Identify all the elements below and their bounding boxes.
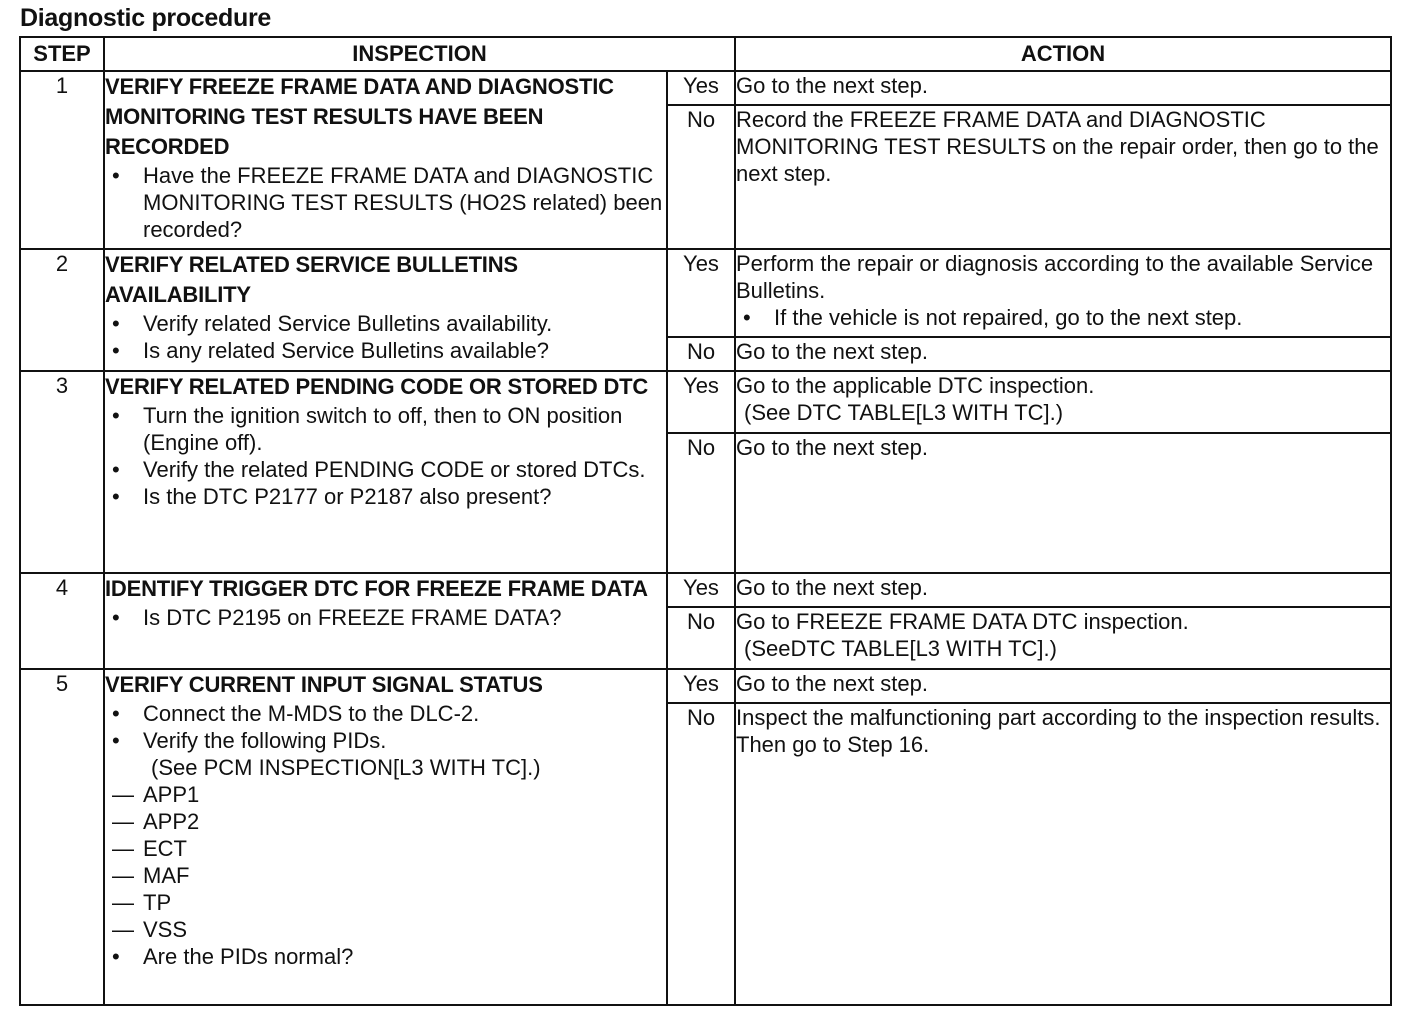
- pid-list: [143, 781, 666, 943]
- yes-label: Yes: [667, 573, 735, 607]
- no-label: No: [667, 105, 735, 249]
- header-action: ACTION: [735, 37, 1391, 71]
- step-heading: VERIFY CURRENT INPUT SIGNAL STATUS: [105, 672, 543, 697]
- yes-label: Yes: [667, 669, 735, 703]
- yes-action: Go to the applicable DTC inspection.: [736, 373, 1095, 398]
- header-step: STEP: [20, 37, 104, 71]
- inspection-bullet: • Is DTC P2195 on FREEZE FRAME DATA?: [143, 604, 666, 631]
- step-2-yes-row: [20, 249, 1391, 337]
- no-action: Go to the next step.: [735, 337, 1391, 371]
- yes-label: Yes: [667, 371, 735, 433]
- inspection-bullet: • Are the PIDs normal?: [143, 943, 666, 970]
- step-number: 3: [20, 371, 104, 573]
- pid-item: — ECT: [143, 835, 666, 862]
- step-1-yes-row: [20, 71, 1391, 105]
- step-heading: VERIFY RELATED SERVICE BULLETINS AVAILABILITY: [105, 252, 518, 307]
- yes-action: Go to the next step.: [735, 71, 1391, 105]
- yes-action: Go to the next step.: [735, 669, 1391, 703]
- no-label: No: [667, 607, 735, 669]
- no-action: Inspect the malfunctioning part according to the inspection results.: [736, 705, 1381, 730]
- action-bullet: • If the vehicle is not repaired, go to the next step.: [774, 304, 1390, 331]
- inspection-bullet: • Have the FREEZE FRAME DATA and DIAGNOSTIC MONITORING TEST RESULTS (HO2S related) been recorded?: [143, 162, 666, 243]
- pid-item: — TP: [143, 889, 666, 916]
- inspection-bullet: • Turn the ignition switch to off, then to ON position (Engine off).: [143, 402, 666, 456]
- yes-action: Go to the next step.: [735, 573, 1391, 607]
- pid-item: — APP1: [143, 781, 666, 808]
- inspection-bullet: • Is the DTC P2177 or P2187 also present?: [143, 483, 666, 510]
- inspection-bullet: [143, 727, 666, 943]
- bullet-text: • Verify the following PIDs.: [143, 728, 387, 753]
- no-label: No: [667, 703, 735, 1005]
- inspection-bullet: • Verify related Service Bulletins availability.: [143, 310, 666, 337]
- step-inspection: [104, 669, 667, 1005]
- yes-action-cell: [735, 371, 1391, 433]
- pid-item: — MAF: [143, 862, 666, 889]
- no-action: Record the FREEZE FRAME DATA and DIAGNOSTIC MONITORING TEST RESULTS on the repair order, then go to the next step.: [735, 105, 1391, 249]
- step-heading: VERIFY FREEZE FRAME DATA AND DIAGNOSTIC MONITORING TEST RESULTS HAVE BEEN RECORDED: [105, 74, 614, 159]
- pid-item: — VSS: [143, 916, 666, 943]
- step-inspection: [104, 249, 667, 371]
- inspection-bullet: • Connect the M-MDS to the DLC-2.: [143, 700, 666, 727]
- step-inspection: [104, 573, 667, 669]
- step-4-yes-row: [20, 573, 1391, 607]
- pid-item: — APP2: [143, 808, 666, 835]
- yes-label: Yes: [667, 249, 735, 337]
- see-reference: (See PCM INSPECTION[L3 WITH TC].): [151, 755, 541, 780]
- yes-note: (See DTC TABLE[L3 WITH TC].): [744, 400, 1064, 425]
- diagnostic-procedure-table: [19, 36, 1392, 1006]
- yes-action-cell: [735, 249, 1391, 337]
- no-action-cell: [735, 607, 1391, 669]
- step-number: 2: [20, 249, 104, 371]
- no-action: Go to FREEZE FRAME DATA DTC inspection.: [736, 609, 1189, 634]
- step-heading: IDENTIFY TRIGGER DTC FOR FREEZE FRAME DATA: [105, 576, 648, 601]
- step-inspection: [104, 71, 667, 249]
- inspection-bullet: • Verify the related PENDING CODE or stored DTCs.: [143, 456, 666, 483]
- header-row: [20, 37, 1391, 71]
- step-number: 1: [20, 71, 104, 249]
- yes-action: Perform the repair or diagnosis according to the available Service Bulletins.: [736, 251, 1374, 303]
- step-number: 4: [20, 573, 104, 669]
- step-inspection: [104, 371, 667, 573]
- no-action-followup: Then go to Step 16.: [736, 732, 930, 757]
- page-title: Diagnostic procedure: [20, 4, 271, 32]
- no-action: Go to the next step.: [735, 433, 1391, 573]
- step-number: 5: [20, 669, 104, 1005]
- step-3-yes-row: [20, 371, 1391, 433]
- no-label: No: [667, 433, 735, 573]
- no-action-cell: [735, 703, 1391, 1005]
- no-label: No: [667, 337, 735, 371]
- step-heading: VERIFY RELATED PENDING CODE OR STORED DTC: [105, 374, 649, 399]
- header-inspection: INSPECTION: [104, 37, 735, 71]
- step-5-yes-row: [20, 669, 1391, 703]
- yes-label: Yes: [667, 71, 735, 105]
- inspection-bullet: • Is any related Service Bulletins available?: [143, 337, 666, 364]
- no-note: (SeeDTC TABLE[L3 WITH TC].): [744, 636, 1057, 661]
